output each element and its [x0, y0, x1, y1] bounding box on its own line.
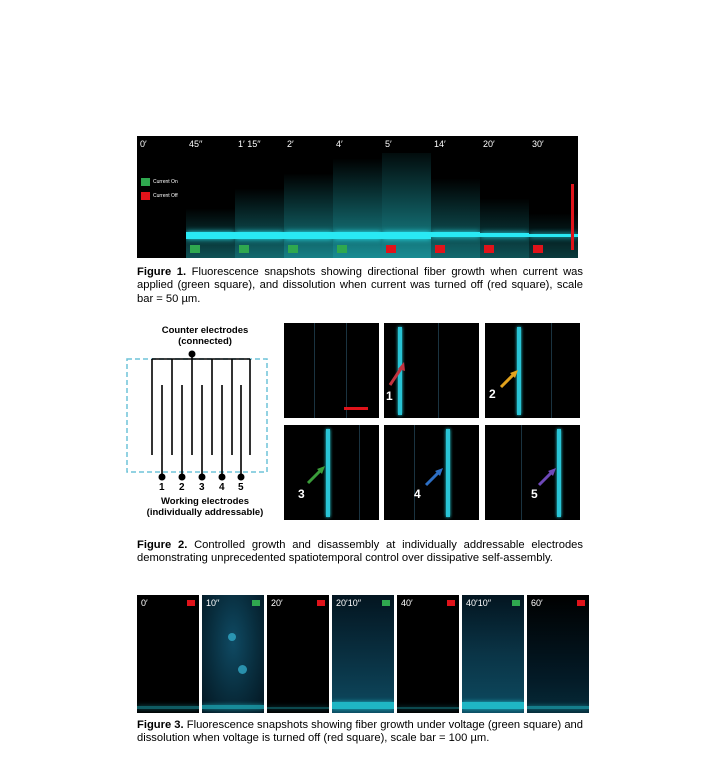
panel-number: 4 — [414, 487, 421, 501]
figure2-panel — [384, 425, 479, 520]
figure3-caption: Figure 3. Fluorescence snapshots showing fiber growth under voltage (green square) and dissolution when voltage is turned off (red square), scale bar = 100 µm. — [137, 719, 583, 745]
current-on-square — [239, 245, 249, 253]
panel-number: 5 — [531, 487, 538, 501]
figure3-panel — [202, 595, 264, 713]
current-off-square — [386, 245, 396, 253]
figure2-panel — [284, 425, 379, 520]
figure1-caption: Figure 1. Fluorescence snapshots showing directional fiber growth when current was applied (green square), and dissolution when current was turned off (red square), scale bar = 50 µm. — [137, 266, 584, 305]
legend-current-off: Current Off — [141, 192, 178, 200]
figure1-panel — [137, 136, 186, 258]
figure1-panel — [235, 136, 284, 258]
current-on-square — [190, 245, 200, 253]
figure1-panel — [333, 136, 382, 258]
figure2-panel — [485, 425, 580, 520]
arrow-icon — [537, 465, 559, 487]
scale-bar — [344, 407, 368, 410]
figure1-time-label: 14′ — [434, 139, 446, 149]
figure1-time-label: 2′ — [287, 139, 294, 149]
arrow-icon — [306, 463, 328, 485]
figure1-panel — [431, 136, 480, 258]
current-on-square — [288, 245, 298, 253]
figure1-panel — [529, 136, 578, 258]
current-off-square — [484, 245, 494, 253]
panel-number: 2 — [489, 387, 496, 401]
scale-bar — [571, 184, 574, 250]
figure1-panel — [284, 136, 333, 258]
arrow-icon — [388, 361, 408, 387]
arrow-icon — [424, 465, 446, 487]
arrow-icon — [499, 367, 521, 389]
figure1-time-label: 5′ — [385, 139, 392, 149]
figure1-panel — [382, 136, 431, 258]
legend-current-on: Current On — [141, 178, 178, 186]
green-square-icon — [141, 178, 150, 186]
figure1-time-label: 30′ — [532, 139, 544, 149]
figure2-panel — [485, 323, 580, 418]
figure1-time-label: 45′′ — [189, 139, 203, 149]
figure3-panel — [397, 595, 459, 713]
current-off-square — [187, 600, 195, 606]
figure3-time-label: 60′ — [531, 598, 543, 608]
figure3-panel — [462, 595, 524, 713]
current-on-square — [382, 600, 390, 606]
figure3-time-label: 20′10′′ — [336, 598, 362, 608]
counter-electrodes-label: Counter electrodes (connected) — [161, 325, 249, 347]
current-off-square — [317, 600, 325, 606]
figure3-panel — [332, 595, 394, 713]
panel-number: 3 — [298, 487, 305, 501]
electrode-number: 2 — [179, 482, 185, 493]
figure1-time-label: 20′ — [483, 139, 495, 149]
figure1-panel — [186, 136, 235, 258]
figure3-panel — [137, 595, 199, 713]
figure1-time-label: 0′ — [140, 139, 147, 149]
figure3-time-label: 10′′ — [206, 598, 220, 608]
electrode-number: 5 — [238, 482, 244, 493]
electrode-schematic — [120, 345, 280, 485]
figure3-panel — [267, 595, 329, 713]
electrode-number: 1 — [159, 482, 165, 493]
current-off-square — [435, 245, 445, 253]
current-on-square — [512, 600, 520, 606]
current-on-square — [337, 245, 347, 253]
current-off-square — [533, 245, 543, 253]
figure1-time-label: 4′ — [336, 139, 343, 149]
figure3-time-label: 40′ — [401, 598, 413, 608]
figure3-panel — [527, 595, 589, 713]
figure1-time-label: 1′ 15′′ — [238, 139, 261, 149]
figure1-panel — [480, 136, 529, 258]
figure2-panel — [384, 323, 479, 418]
figure2-panel — [284, 323, 379, 418]
figure3-time-label: 40′10′′ — [466, 598, 492, 608]
current-off-square — [447, 600, 455, 606]
current-on-square — [252, 600, 260, 606]
working-electrodes-label: Working electrodes (individually addressable) — [146, 496, 264, 518]
electrode-number: 3 — [199, 482, 205, 493]
figure3-time-label: 20′ — [271, 598, 283, 608]
figure2-caption: Figure 2. Controlled growth and disassembly at individually addressable electrodes demonstrating unprecedented spatiotemporal control over dissipative self-assembly. — [137, 539, 583, 565]
figure3-time-label: 0′ — [141, 598, 148, 608]
panel-number: 1 — [386, 389, 393, 403]
electrode-number: 4 — [219, 482, 225, 493]
red-square-icon — [141, 192, 150, 200]
current-off-square — [577, 600, 585, 606]
